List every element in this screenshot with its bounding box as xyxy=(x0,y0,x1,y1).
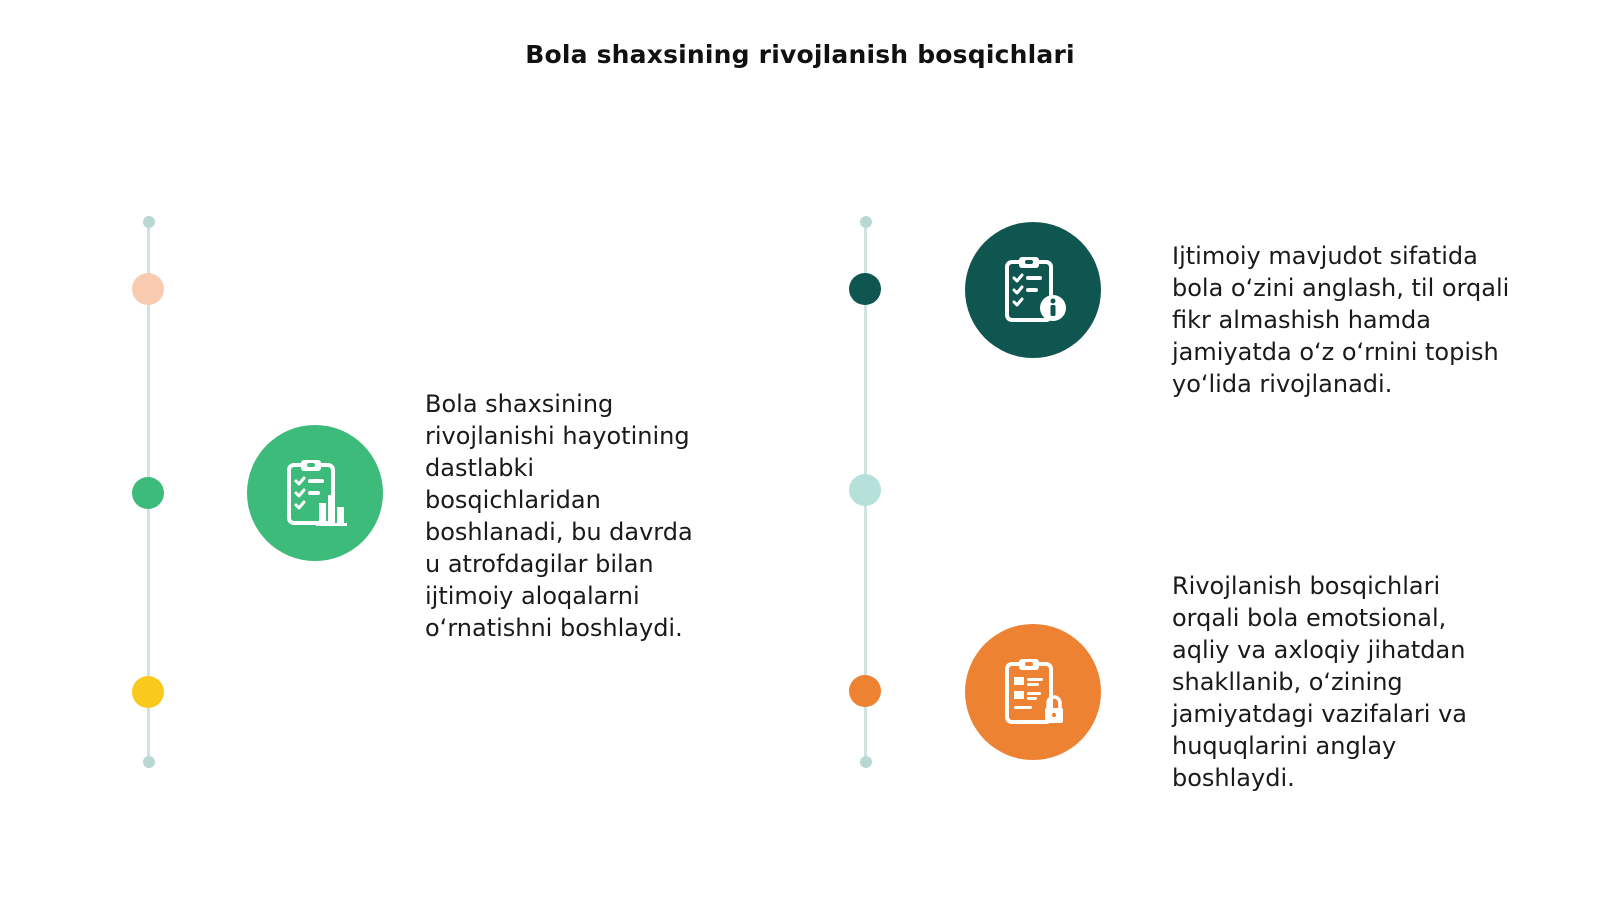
stage-text-2: Ijtimoiy mavjudot sifatida bola o‘zini anglash, til orqali fikr almashish hamda jamiyatda o‘z o‘rnini topish yo‘lida rivojlanadi. xyxy=(1172,242,1510,398)
right-marker-mint xyxy=(849,474,881,506)
clipboard-info-icon xyxy=(997,254,1069,326)
page-title: Bola shaxsining rivojlanish bosqichlari xyxy=(525,40,1075,69)
right-marker-teal xyxy=(849,273,881,305)
left-timeline-end-cap xyxy=(143,756,155,768)
clipboard-lock-icon xyxy=(997,656,1069,728)
stage-text-3: Rivojlanish bosqichlari orqali bola emotsional, aqliy va axloqiy jihatdan shakllanib, o‘zining jamiyatdagi vazifalari va huquqlarini anglay boshlaydi. xyxy=(1172,572,1467,792)
stage-text-1: Bola shaxsining rivojlanishi hayotining dastlabki bosqichlaridan boshlanadi, bu davrda u atrofdagilar bilan ijtimoiy aloqalarni o‘rnatishni boshlaydi. xyxy=(425,390,693,642)
clipboard-lock-badge xyxy=(965,624,1101,760)
left-marker-peach xyxy=(132,273,164,305)
left-marker-yellow xyxy=(132,676,164,708)
right-marker-orange xyxy=(849,675,881,707)
clipboard-chart-badge xyxy=(247,425,383,561)
right-timeline-start-cap xyxy=(860,216,872,228)
clipboard-chart-icon xyxy=(279,457,351,529)
clipboard-info-badge xyxy=(965,222,1101,358)
left-timeline-start-cap xyxy=(143,216,155,228)
right-timeline-end-cap xyxy=(860,756,872,768)
left-marker-green xyxy=(132,477,164,509)
